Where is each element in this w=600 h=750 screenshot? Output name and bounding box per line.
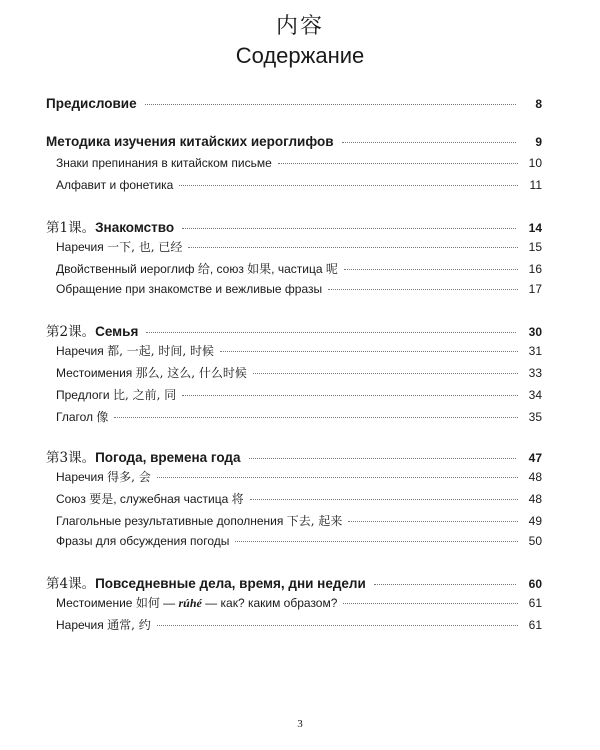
lesson-title: Семья	[95, 324, 139, 339]
toc-page: 61	[528, 618, 542, 632]
toc-label	[46, 216, 174, 236]
toc-subentry[interactable]	[46, 260, 542, 282]
toc-page: 8	[535, 97, 542, 111]
toc-label: Методика изучения китайских иероглифов	[46, 134, 334, 149]
toc-page: 31	[528, 344, 542, 358]
leader-dots	[235, 541, 518, 542]
toc-page: 16	[528, 262, 542, 276]
toc-label: Глагол 像	[56, 410, 109, 424]
lesson-number: 第3课。	[46, 450, 96, 466]
toc-label: Наречия 都, 一起, 时间, 时候	[56, 344, 214, 358]
toc-subentry[interactable]	[46, 386, 542, 408]
leader-dots	[182, 395, 518, 396]
leader-dots	[250, 499, 518, 500]
leader-dots	[182, 228, 516, 229]
toc-subentry[interactable]	[46, 534, 542, 556]
toc-subentry[interactable]	[46, 364, 542, 386]
lesson-number: 第2课。	[46, 324, 96, 340]
pinyin: rúhé	[178, 596, 202, 610]
toc-page: 17	[528, 282, 542, 296]
toc-subentry[interactable]	[46, 490, 542, 512]
table-of-contents	[46, 96, 542, 638]
toc-page: 49	[528, 514, 542, 528]
leader-dots	[253, 373, 518, 374]
leader-dots	[220, 351, 518, 352]
toc-label: Двойственный иероглиф 给, союз 如果, частица 呢	[56, 262, 338, 276]
toc-subentry[interactable]	[46, 342, 542, 364]
toc-entry-lesson-4[interactable]	[46, 572, 542, 594]
leader-dots	[188, 247, 518, 248]
lesson-title: Повседневные дела, время, дни недели	[95, 576, 366, 591]
toc-label	[46, 320, 138, 340]
leader-dots	[344, 269, 518, 270]
toc-label: Союз 要是, служебная частица 将	[56, 492, 244, 506]
toc-subentry[interactable]	[46, 408, 542, 430]
lesson-number: 第4课。	[46, 576, 96, 592]
toc-label: Обращение при знакомстве и вежливые фразы	[56, 282, 323, 296]
toc-page: 48	[528, 492, 542, 506]
toc-entry-method[interactable]	[46, 134, 542, 156]
toc-entry-lesson-1[interactable]	[46, 216, 542, 238]
toc-label	[46, 446, 241, 466]
lesson-title: Погода, времена года	[95, 450, 241, 465]
toc-page: 61	[528, 596, 542, 610]
leader-dots	[374, 584, 516, 585]
toc-subentry[interactable]	[46, 594, 542, 616]
toc-page: 60	[528, 577, 542, 591]
toc-label: Фразы для обсуждения погоды	[56, 534, 230, 548]
toc-label: Наречия 一下, 也, 已经	[56, 240, 183, 254]
page-header	[0, 14, 600, 70]
toc-page: 50	[528, 534, 542, 548]
toc-label: Местоимения 那么, 这么, 什么时候	[56, 366, 247, 380]
lesson-title: Знакомство	[95, 220, 175, 235]
toc-label: Знаки препинания в китайском письме	[56, 156, 272, 170]
leader-dots	[145, 104, 516, 105]
toc-label: Местоимение 如何 — rúhé — как? каким образом?	[56, 596, 338, 610]
toc-subentry[interactable]	[46, 238, 542, 260]
leader-dots	[328, 289, 518, 290]
toc-label: Глагольные результативные дополнения 下去, 起来	[56, 514, 343, 528]
toc-page: 35	[528, 410, 542, 424]
toc-label: Наречия 通常, 约	[56, 618, 151, 632]
toc-page: 30	[528, 325, 542, 339]
toc-page: 11	[529, 178, 542, 192]
leader-dots	[343, 603, 518, 604]
toc-label: Алфавит и фонетика	[56, 178, 174, 192]
toc-subentry[interactable]	[46, 178, 542, 200]
leader-dots	[157, 625, 518, 626]
toc-label: Предисловие	[46, 96, 137, 111]
title-chinese: 内容	[275, 14, 324, 39]
toc-subentry[interactable]	[46, 282, 542, 304]
leader-dots	[114, 417, 518, 418]
toc-subentry[interactable]	[46, 512, 542, 534]
leader-dots	[348, 521, 518, 522]
leader-dots	[278, 163, 518, 164]
toc-page: 10	[528, 156, 542, 170]
toc-page: 47	[528, 451, 542, 465]
leader-dots	[179, 185, 518, 186]
toc-page: 15	[528, 240, 542, 254]
toc-page: 34	[528, 388, 542, 402]
page-number: 3	[297, 718, 303, 730]
leader-dots	[249, 458, 516, 459]
toc-subentry[interactable]	[46, 156, 542, 178]
toc-label: Наречия 得多, 会	[56, 470, 151, 484]
toc-label: Предлоги 比, 之前, 同	[56, 388, 177, 402]
toc-label	[46, 572, 366, 592]
toc-entry-lesson-2[interactable]	[46, 320, 542, 342]
toc-subentry[interactable]	[46, 616, 542, 638]
lesson-number: 第1课。	[46, 220, 96, 236]
toc-entry-preface[interactable]	[46, 96, 542, 118]
toc-page: 48	[528, 470, 542, 484]
toc-page: 9	[535, 135, 542, 149]
toc-page: 33	[528, 366, 542, 380]
leader-dots	[157, 477, 518, 478]
leader-dots	[146, 332, 516, 333]
title-russian: Содержание	[235, 43, 365, 68]
toc-subentry[interactable]	[46, 468, 542, 490]
toc-page: 14	[528, 221, 542, 235]
leader-dots	[342, 142, 516, 143]
toc-entry-lesson-3[interactable]	[46, 446, 542, 468]
